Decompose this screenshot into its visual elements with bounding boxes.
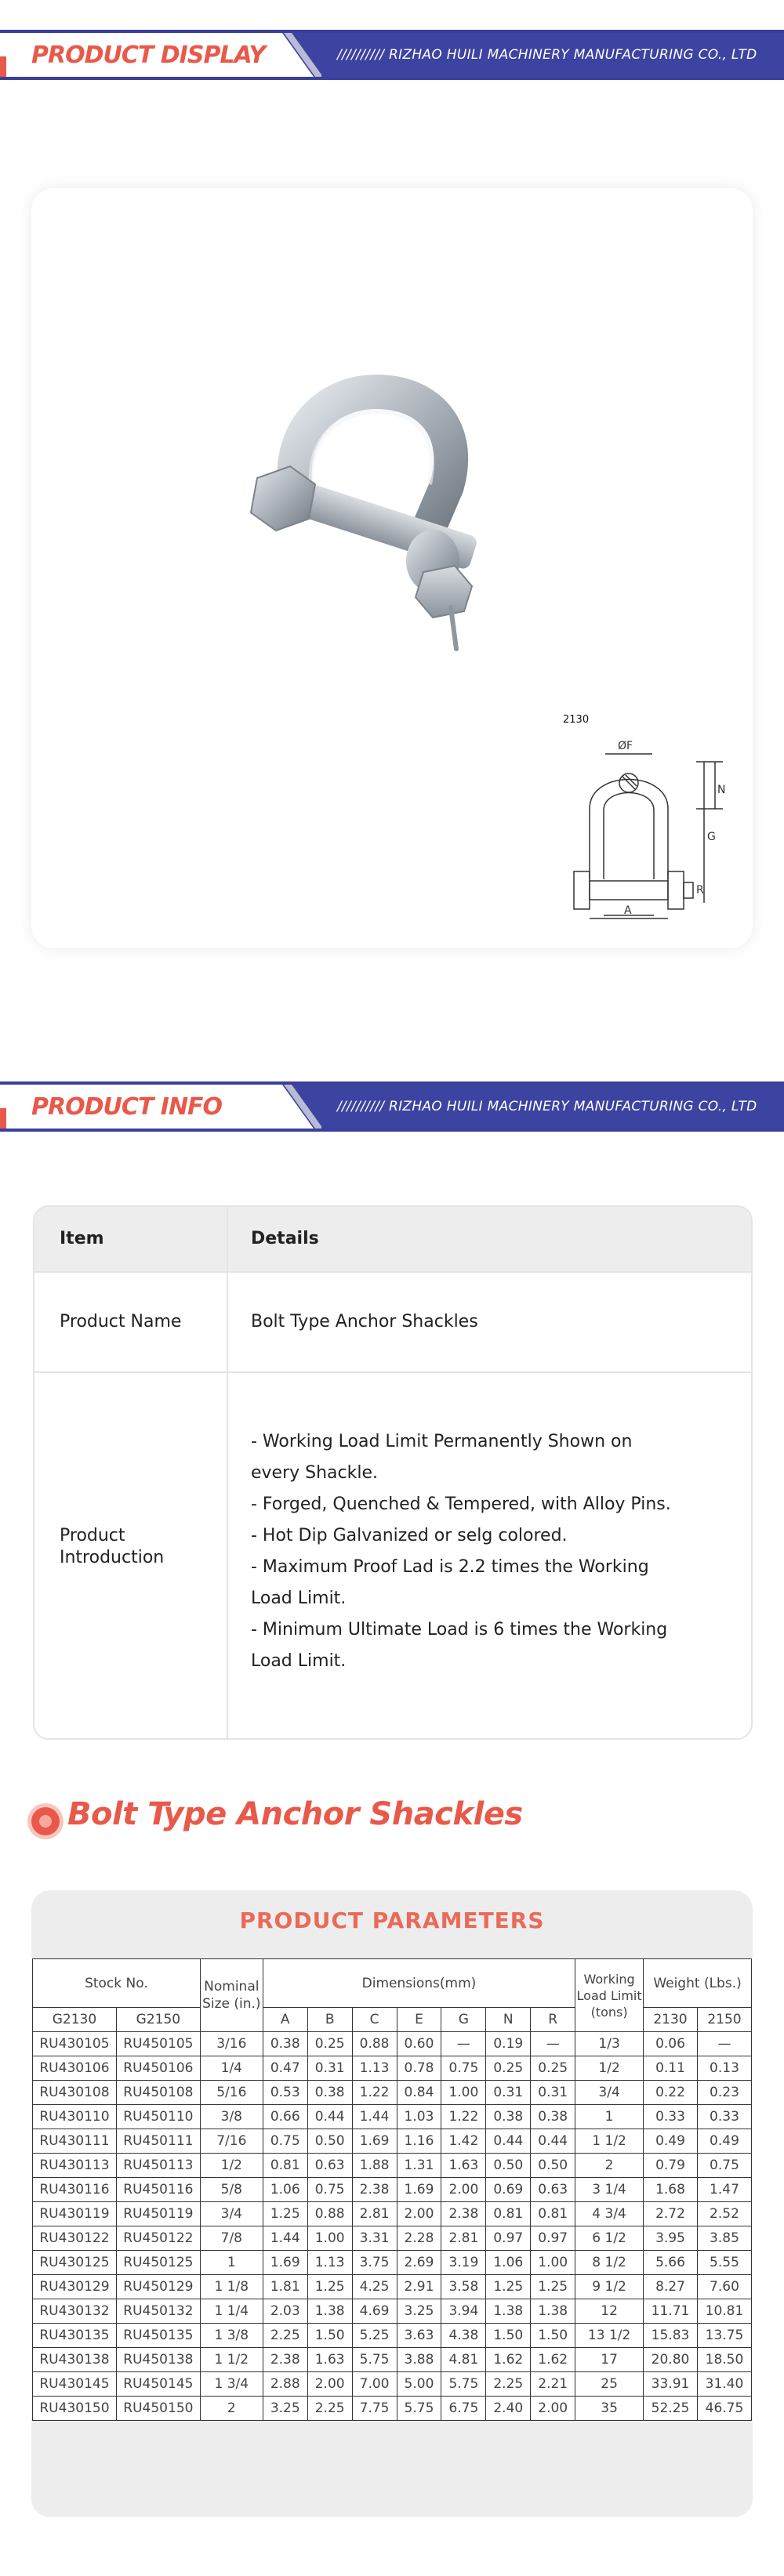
table-row — [33, 2056, 752, 2081]
cell-g2150: RU450150 — [116, 2397, 200, 2421]
cell-c: 1.22 — [352, 2081, 397, 2105]
cell-wll: 6 1/2 — [575, 2226, 644, 2251]
cell-a: 2.25 — [263, 2324, 307, 2348]
cell-n: 0.44 — [486, 2129, 531, 2154]
cell-e: 0.78 — [397, 2056, 441, 2081]
section-title-info: PRODUCT INFO — [31, 1093, 223, 1121]
table-row — [33, 2397, 752, 2421]
cell-weight-2150: 10.81 — [697, 2299, 751, 2324]
cell-nominal: 1 1/2 — [200, 2348, 263, 2372]
cell-b: 0.44 — [307, 2105, 352, 2129]
cell-nominal: 1/2 — [200, 2154, 263, 2178]
cell-nominal: 1 3/8 — [200, 2324, 263, 2348]
cell-wll: 35 — [575, 2397, 644, 2421]
cell-g2130: RU430119 — [33, 2202, 117, 2226]
cell-r: 0.38 — [531, 2105, 575, 2129]
cell-nominal: 1 3/4 — [200, 2372, 263, 2397]
table-row — [33, 2299, 752, 2324]
row-divider — [34, 1371, 751, 1373]
cell-nominal: 7/8 — [200, 2226, 263, 2251]
cell-weight-2130: 0.11 — [644, 2056, 698, 2081]
cell-a: 2.03 — [263, 2299, 307, 2324]
cell-g: 3.19 — [441, 2251, 486, 2275]
parameters-title: PRODUCT PARAMETERS — [239, 1908, 545, 1933]
cell-b: 0.50 — [307, 2129, 352, 2154]
cell-e: 2.69 — [397, 2251, 441, 2275]
product-display-banner — [0, 30, 784, 80]
cell-c: 5.75 — [352, 2348, 397, 2372]
cell-g: 1.00 — [441, 2081, 486, 2105]
cell-n: 0.69 — [486, 2178, 531, 2202]
header-dim-n: N — [486, 2008, 531, 2032]
cell-g2130: RU430132 — [33, 2299, 117, 2324]
cell-g2150: RU450129 — [116, 2275, 200, 2299]
banner-bottom-bar — [0, 77, 784, 80]
cell-nominal: 1 1/8 — [200, 2275, 263, 2299]
cell-a: 1.69 — [263, 2251, 307, 2275]
cell-g: 4.81 — [441, 2348, 486, 2372]
cell-e: 1.03 — [397, 2105, 441, 2129]
dim-label-a: A — [624, 904, 632, 917]
cell-g2150: RU450145 — [116, 2372, 200, 2397]
row-divider — [34, 1271, 751, 1273]
cell-a: 3.25 — [263, 2397, 307, 2421]
cell-e: 2.91 — [397, 2275, 441, 2299]
cell-a: 1.81 — [263, 2275, 307, 2299]
cell-r: 1.25 — [531, 2275, 575, 2299]
column-divider — [227, 1207, 228, 1738]
cell-c: 1.44 — [352, 2105, 397, 2129]
cell-c: 4.25 — [352, 2275, 397, 2299]
cell-g2150: RU450110 — [116, 2105, 200, 2129]
table-row — [33, 2154, 752, 2178]
parameters-table — [32, 1958, 752, 2421]
cell-nominal: 7/16 — [200, 2129, 263, 2154]
cell-c: 4.69 — [352, 2299, 397, 2324]
cell-r: 2.21 — [531, 2372, 575, 2397]
header-weight-2130: 2130 — [644, 2008, 698, 2032]
product-info-table — [33, 1205, 753, 1740]
table-row — [33, 2226, 752, 2251]
cell-c: 2.38 — [352, 2178, 397, 2202]
cell-e: 1.69 — [397, 2178, 441, 2202]
product-name-value: Bolt Type Anchor Shackles — [251, 1312, 478, 1331]
cell-r: 0.31 — [531, 2081, 575, 2105]
cell-wll: 1/2 — [575, 2056, 644, 2081]
company-name: ////////// RIZHAO HUILI MACHINERY MANUFACTURING CO., LTD — [337, 1099, 757, 1114]
cell-n: 0.19 — [486, 2032, 531, 2056]
cell-n: 0.25 — [486, 2056, 531, 2081]
technical-drawing — [558, 715, 731, 926]
cell-b: 2.00 — [307, 2372, 352, 2397]
cell-g: 1.22 — [441, 2105, 486, 2129]
cell-r: 0.50 — [531, 2154, 575, 2178]
cell-a: 0.81 — [263, 2154, 307, 2178]
cell-n: 2.25 — [486, 2372, 531, 2397]
cell-nominal: 1 1/4 — [200, 2299, 263, 2324]
cell-c: 7.00 — [352, 2372, 397, 2397]
cell-g2150: RU450119 — [116, 2202, 200, 2226]
cell-e: 0.60 — [397, 2032, 441, 2056]
intro-line: Load Limit. — [251, 1651, 347, 1671]
cell-n: 1.38 — [486, 2299, 531, 2324]
header-dimensions: Dimensions(mm) — [263, 1959, 575, 2008]
cell-r: 0.81 — [531, 2202, 575, 2226]
cell-wll: 3 1/4 — [575, 2178, 644, 2202]
cell-weight-2130: 0.06 — [644, 2032, 698, 2056]
cell-e: 3.25 — [397, 2299, 441, 2324]
info-table-header — [34, 1207, 751, 1271]
cell-wll: 12 — [575, 2299, 644, 2324]
cell-weight-2150: 3.85 — [697, 2226, 751, 2251]
cell-nominal: 2 — [200, 2397, 263, 2421]
product-parameters-panel — [31, 1890, 753, 2517]
cell-e: 2.28 — [397, 2226, 441, 2251]
cell-r: 0.63 — [531, 2178, 575, 2202]
cell-r: 2.00 — [531, 2397, 575, 2421]
cell-e: 1.16 — [397, 2129, 441, 2154]
cell-c: 3.75 — [352, 2251, 397, 2275]
cell-g2130: RU430113 — [33, 2154, 117, 2178]
cell-weight-2150: 31.40 — [697, 2372, 751, 2397]
cell-weight-2150: — — [697, 2032, 751, 2056]
table-row — [33, 2032, 752, 2056]
cell-a: 2.38 — [263, 2348, 307, 2372]
cell-weight-2150: 46.75 — [697, 2397, 751, 2421]
product-display-card — [31, 188, 753, 948]
cell-a: 0.47 — [263, 2056, 307, 2081]
table-row — [33, 2202, 752, 2226]
intro-line: every Shackle. — [251, 1463, 379, 1483]
cell-a: 2.88 — [263, 2372, 307, 2397]
cell-nominal: 3/4 — [200, 2202, 263, 2226]
cell-a: 0.38 — [263, 2032, 307, 2056]
intro-line: Load Limit. — [251, 1589, 347, 1608]
cell-nominal: 5/16 — [200, 2081, 263, 2105]
header-dim-c: C — [352, 2008, 397, 2032]
cell-wll: 9 1/2 — [575, 2275, 644, 2299]
cell-g2150: RU450138 — [116, 2348, 200, 2372]
cell-weight-2130: 5.66 — [644, 2251, 698, 2275]
table-row — [33, 2081, 752, 2105]
cell-g2130: RU430116 — [33, 2178, 117, 2202]
cell-g2130: RU430111 — [33, 2129, 117, 2154]
cell-weight-2150: 0.49 — [697, 2129, 751, 2154]
cell-g: 2.81 — [441, 2226, 486, 2251]
cell-g2150: RU450108 — [116, 2081, 200, 2105]
intro-line: - Hot Dip Galvanized or selg colored. — [251, 1526, 568, 1545]
header-g2130: G2130 — [33, 2008, 117, 2032]
product-intro-text — [251, 1426, 671, 1677]
cell-g2150: RU450122 — [116, 2226, 200, 2251]
cell-g2130: RU430125 — [33, 2251, 117, 2275]
cell-g: 3.58 — [441, 2275, 486, 2299]
heading-bullet-center — [39, 1815, 52, 1828]
cell-g2130: RU430150 — [33, 2397, 117, 2421]
cell-b: 1.13 — [307, 2251, 352, 2275]
cell-b: 1.25 — [307, 2275, 352, 2299]
table-row — [33, 2275, 752, 2299]
cell-weight-2150: 0.13 — [697, 2056, 751, 2081]
cell-weight-2150: 2.52 — [697, 2202, 751, 2226]
cell-g: 2.38 — [441, 2202, 486, 2226]
banner-accent — [0, 56, 6, 77]
cell-g2150: RU450125 — [116, 2251, 200, 2275]
header-weight-2150: 2150 — [697, 2008, 751, 2032]
dim-label-g: G — [707, 831, 716, 843]
cell-weight-2150: 7.60 — [697, 2275, 751, 2299]
cell-r: — — [531, 2032, 575, 2056]
cell-b: 1.63 — [307, 2348, 352, 2372]
cell-weight-2150: 0.23 — [697, 2081, 751, 2105]
header-nominal-size: Nominal Size (in.) — [200, 1959, 263, 2032]
cell-b: 0.63 — [307, 2154, 352, 2178]
cell-weight-2150: 1.47 — [697, 2178, 751, 2202]
cell-weight-2130: 3.95 — [644, 2226, 698, 2251]
cell-wll: 3/4 — [575, 2081, 644, 2105]
cell-nominal: 1/4 — [200, 2056, 263, 2081]
cell-g: 6.75 — [441, 2397, 486, 2421]
cell-b: 0.75 — [307, 2178, 352, 2202]
cell-r: 1.00 — [531, 2251, 575, 2275]
section-title-display: PRODUCT DISPLAY — [31, 42, 266, 69]
cell-wll: 8 1/2 — [575, 2251, 644, 2275]
header-g2150: G2150 — [116, 2008, 200, 2032]
cell-c: 5.25 — [352, 2324, 397, 2348]
cell-nominal: 5/8 — [200, 2178, 263, 2202]
cell-g2150: RU450106 — [116, 2056, 200, 2081]
header-item: Item — [60, 1229, 104, 1248]
cell-weight-2130: 33.91 — [644, 2372, 698, 2397]
header-weight: Weight (Lbs.) — [644, 1959, 752, 2008]
cell-n: 0.38 — [486, 2105, 531, 2129]
cell-weight-2130: 1.68 — [644, 2178, 698, 2202]
banner-bottom-bar — [0, 1129, 784, 1132]
cell-e: 2.00 — [397, 2202, 441, 2226]
cell-e: 3.88 — [397, 2348, 441, 2372]
cell-a: 1.06 — [263, 2178, 307, 2202]
intro-line: - Maximum Proof Lad is 2.2 times the Working — [251, 1557, 649, 1577]
cell-g2130: RU430145 — [33, 2372, 117, 2397]
header-dim-g: G — [441, 2008, 486, 2032]
cell-weight-2150: 18.50 — [697, 2348, 751, 2372]
header-dim-b: B — [307, 2008, 352, 2032]
cell-weight-2130: 0.22 — [644, 2081, 698, 2105]
intro-line: - Minimum Ultimate Load is 6 times the Working — [251, 1620, 668, 1639]
cell-g2130: RU430138 — [33, 2348, 117, 2372]
cell-g2150: RU450105 — [116, 2032, 200, 2056]
cell-a: 1.25 — [263, 2202, 307, 2226]
cell-n: 0.97 — [486, 2226, 531, 2251]
cell-weight-2150: 5.55 — [697, 2251, 751, 2275]
cell-r: 0.44 — [531, 2129, 575, 2154]
header-dim-e: E — [397, 2008, 441, 2032]
cell-c: 2.81 — [352, 2202, 397, 2226]
cell-b: 1.50 — [307, 2324, 352, 2348]
cell-g2150: RU450116 — [116, 2178, 200, 2202]
product-heading: Bolt Type Anchor Shackles — [67, 1796, 523, 1832]
cell-n: 0.50 — [486, 2154, 531, 2178]
shackle-photo — [227, 345, 557, 690]
cell-n: 1.62 — [486, 2348, 531, 2372]
cell-c: 3.31 — [352, 2226, 397, 2251]
dim-label-f: ØF — [618, 740, 633, 752]
cell-r: 1.62 — [531, 2348, 575, 2372]
cell-g: 1.42 — [441, 2129, 486, 2154]
cell-weight-2130: 11.71 — [644, 2299, 698, 2324]
cell-wll: 4 3/4 — [575, 2202, 644, 2226]
product-intro-label: Product Introduction — [60, 1526, 165, 1567]
cell-n: 1.25 — [486, 2275, 531, 2299]
cell-g: 2.00 — [441, 2178, 486, 2202]
table-row — [33, 2348, 752, 2372]
cell-c: 1.69 — [352, 2129, 397, 2154]
cell-b: 0.31 — [307, 2056, 352, 2081]
cell-c: 7.75 — [352, 2397, 397, 2421]
cell-weight-2130: 20.80 — [644, 2348, 698, 2372]
header-stock-no: Stock No. — [33, 1959, 201, 2008]
cell-g2130: RU430110 — [33, 2105, 117, 2129]
banner-accent — [0, 1108, 6, 1129]
header-working-load-limit: Working Load Limit (tons) — [575, 1959, 644, 2032]
cell-wll: 1 1/2 — [575, 2129, 644, 2154]
cell-r: 0.97 — [531, 2226, 575, 2251]
table-row — [33, 2129, 752, 2154]
cell-wll: 25 — [575, 2372, 644, 2397]
header-dim-r: R — [531, 2008, 575, 2032]
cell-g2150: RU450132 — [116, 2299, 200, 2324]
cell-g2130: RU430105 — [33, 2032, 117, 2056]
cell-nominal: 3/8 — [200, 2105, 263, 2129]
cell-r: 1.50 — [531, 2324, 575, 2348]
intro-line: - Forged, Quenched & Tempered, with Alloy Pins. — [251, 1495, 671, 1514]
cell-n: 1.50 — [486, 2324, 531, 2348]
header-dim-a: A — [263, 2008, 307, 2032]
cell-weight-2150: 0.33 — [697, 2105, 751, 2129]
cell-e: 1.31 — [397, 2154, 441, 2178]
cell-wll: 2 — [575, 2154, 644, 2178]
cell-a: 0.53 — [263, 2081, 307, 2105]
drawing-model-label: 2130 — [563, 714, 590, 726]
cell-n: 1.06 — [486, 2251, 531, 2275]
cell-weight-2130: 0.79 — [644, 2154, 698, 2178]
dim-label-r: R — [696, 884, 704, 897]
cell-n: 0.31 — [486, 2081, 531, 2105]
cell-wll: 1 — [575, 2105, 644, 2129]
cell-weight-2130: 15.83 — [644, 2324, 698, 2348]
cell-b: 1.00 — [307, 2226, 352, 2251]
cell-g2130: RU430129 — [33, 2275, 117, 2299]
table-row — [33, 2372, 752, 2397]
cell-r: 0.25 — [531, 2056, 575, 2081]
cell-weight-2150: 13.75 — [697, 2324, 751, 2348]
cell-g2130: RU430122 — [33, 2226, 117, 2251]
cell-n: 2.40 — [486, 2397, 531, 2421]
cell-weight-2150: 0.75 — [697, 2154, 751, 2178]
cell-nominal: 1 — [200, 2251, 263, 2275]
table-row — [33, 2324, 752, 2348]
product-name-label: Product Name — [60, 1312, 182, 1331]
cell-c: 1.13 — [352, 2056, 397, 2081]
cell-g2130: RU430108 — [33, 2081, 117, 2105]
dim-label-n: N — [717, 784, 726, 796]
cell-weight-2130: 0.49 — [644, 2129, 698, 2154]
table-row — [33, 2178, 752, 2202]
cell-weight-2130: 8.27 — [644, 2275, 698, 2299]
product-info-banner — [0, 1081, 784, 1132]
cell-weight-2130: 52.25 — [644, 2397, 698, 2421]
intro-line: - Working Load Limit Permanently Shown on — [251, 1432, 633, 1451]
cell-wll: 1/3 — [575, 2032, 644, 2056]
company-name: ////////// RIZHAO HUILI MACHINERY MANUFACTURING CO., LTD — [337, 47, 757, 63]
cell-r: 1.38 — [531, 2299, 575, 2324]
cell-wll: 17 — [575, 2348, 644, 2372]
cell-g: — — [441, 2032, 486, 2056]
cell-b: 0.38 — [307, 2081, 352, 2105]
cell-g2130: RU430135 — [33, 2324, 117, 2348]
cell-g2150: RU450113 — [116, 2154, 200, 2178]
cell-weight-2130: 0.33 — [644, 2105, 698, 2129]
cell-weight-2130: 2.72 — [644, 2202, 698, 2226]
cell-e: 0.84 — [397, 2081, 441, 2105]
cell-c: 1.88 — [352, 2154, 397, 2178]
cell-b: 1.38 — [307, 2299, 352, 2324]
cell-e: 3.63 — [397, 2324, 441, 2348]
cell-a: 0.66 — [263, 2105, 307, 2129]
cell-n: 0.81 — [486, 2202, 531, 2226]
table-row — [33, 2105, 752, 2129]
header-details: Details — [251, 1229, 319, 1248]
cell-nominal: 3/16 — [200, 2032, 263, 2056]
parameters-table-body — [33, 2032, 752, 2421]
cell-wll: 13 1/2 — [575, 2324, 644, 2348]
cell-b: 2.25 — [307, 2397, 352, 2421]
cell-e: 5.00 — [397, 2372, 441, 2397]
cell-g2130: RU430106 — [33, 2056, 117, 2081]
cell-a: 1.44 — [263, 2226, 307, 2251]
cell-g: 0.75 — [441, 2056, 486, 2081]
cell-g2150: RU450135 — [116, 2324, 200, 2348]
cell-g2150: RU450111 — [116, 2129, 200, 2154]
cell-b: 0.88 — [307, 2202, 352, 2226]
cell-g: 1.63 — [441, 2154, 486, 2178]
cell-g: 3.94 — [441, 2299, 486, 2324]
cell-g: 5.75 — [441, 2372, 486, 2397]
cell-b: 0.25 — [307, 2032, 352, 2056]
cell-g: 4.38 — [441, 2324, 486, 2348]
cell-e: 5.75 — [397, 2397, 441, 2421]
cell-a: 0.75 — [263, 2129, 307, 2154]
cell-c: 0.88 — [352, 2032, 397, 2056]
table-row — [33, 2251, 752, 2275]
